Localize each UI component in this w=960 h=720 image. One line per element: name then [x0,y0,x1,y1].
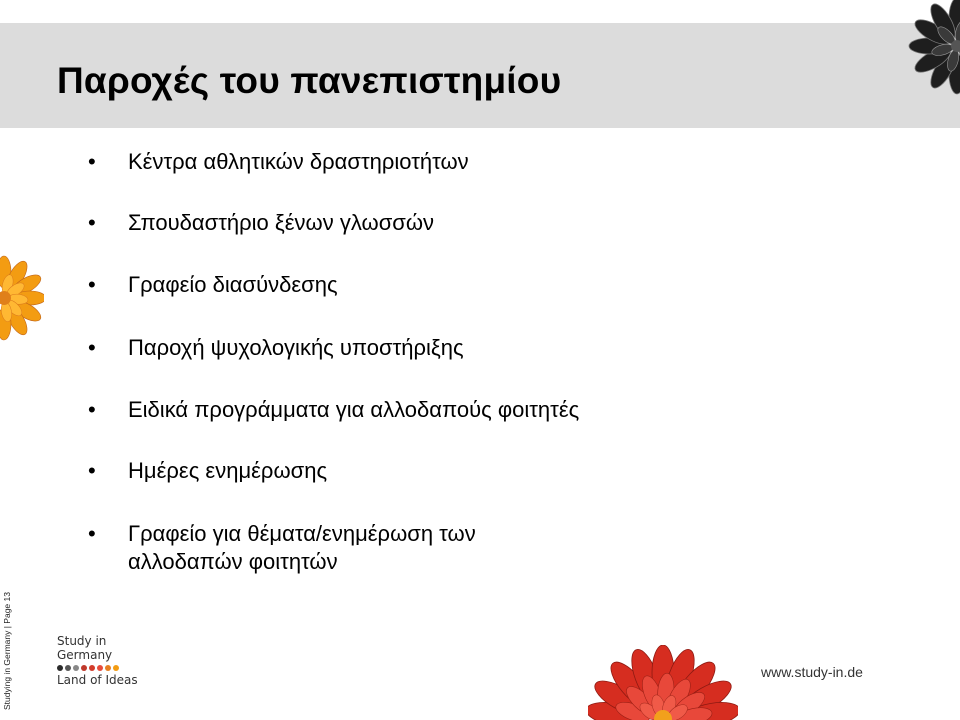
logo-line-study-in: Study in [57,634,107,648]
logo-line-land-of-ideas: Land of Ideas [57,673,138,687]
list-item [88,148,728,176]
bullet-text: Ημέρες ενημέρωσης [128,458,328,483]
logo-dot [97,665,103,671]
orange-flower-icon [0,252,44,344]
logo-dots [57,665,177,671]
website-link[interactable]: www.study-in.de [761,664,863,680]
slide-title: Παροχές του πανεπιστημίου [57,60,562,101]
bullet-dot: • [88,272,96,297]
list-item [88,520,728,576]
logo-dot [105,665,111,671]
list-item [88,209,728,237]
logo-dot [89,665,95,671]
logo-dot [73,665,79,671]
red-flower-icon [588,645,738,720]
bullet-dot: • [88,149,96,174]
dark-flower-icon [905,0,960,95]
bullet-dot: • [88,458,96,483]
logo-dot [65,665,71,671]
bullet-text: Γραφείο για θέματα/ενημέρωση των αλλοδαπών φοιτητών [128,521,476,574]
logo-dot [81,665,87,671]
logo-dot [113,665,119,671]
bullet-text: Κέντρα αθλητικών δραστηριοτήτων [128,149,469,174]
logo-dot [57,665,63,671]
bullet-dot: • [88,335,96,360]
bullet-text: Ειδικά προγράμματα για αλλοδαπούς φοιτητές [128,397,580,422]
page-label: Studying in Germany | Page 13 [2,592,12,710]
study-in-germany-logo [57,634,177,700]
list-item [88,457,728,485]
bullet-text: Παροχή ψυχολογικής υποστήριξης [128,335,464,360]
list-item [88,334,728,362]
bullet-text: Σπουδαστήριο ξένων γλωσσών [128,210,435,235]
logo-line-germany: Germany [57,648,113,662]
list-item [88,271,728,299]
bullet-dot: • [88,397,96,422]
bullet-dot: • [88,210,96,235]
bullet-text: Γραφείο διασύνδεσης [128,272,338,297]
bullet-dot: • [88,521,96,546]
list-item [88,396,728,424]
